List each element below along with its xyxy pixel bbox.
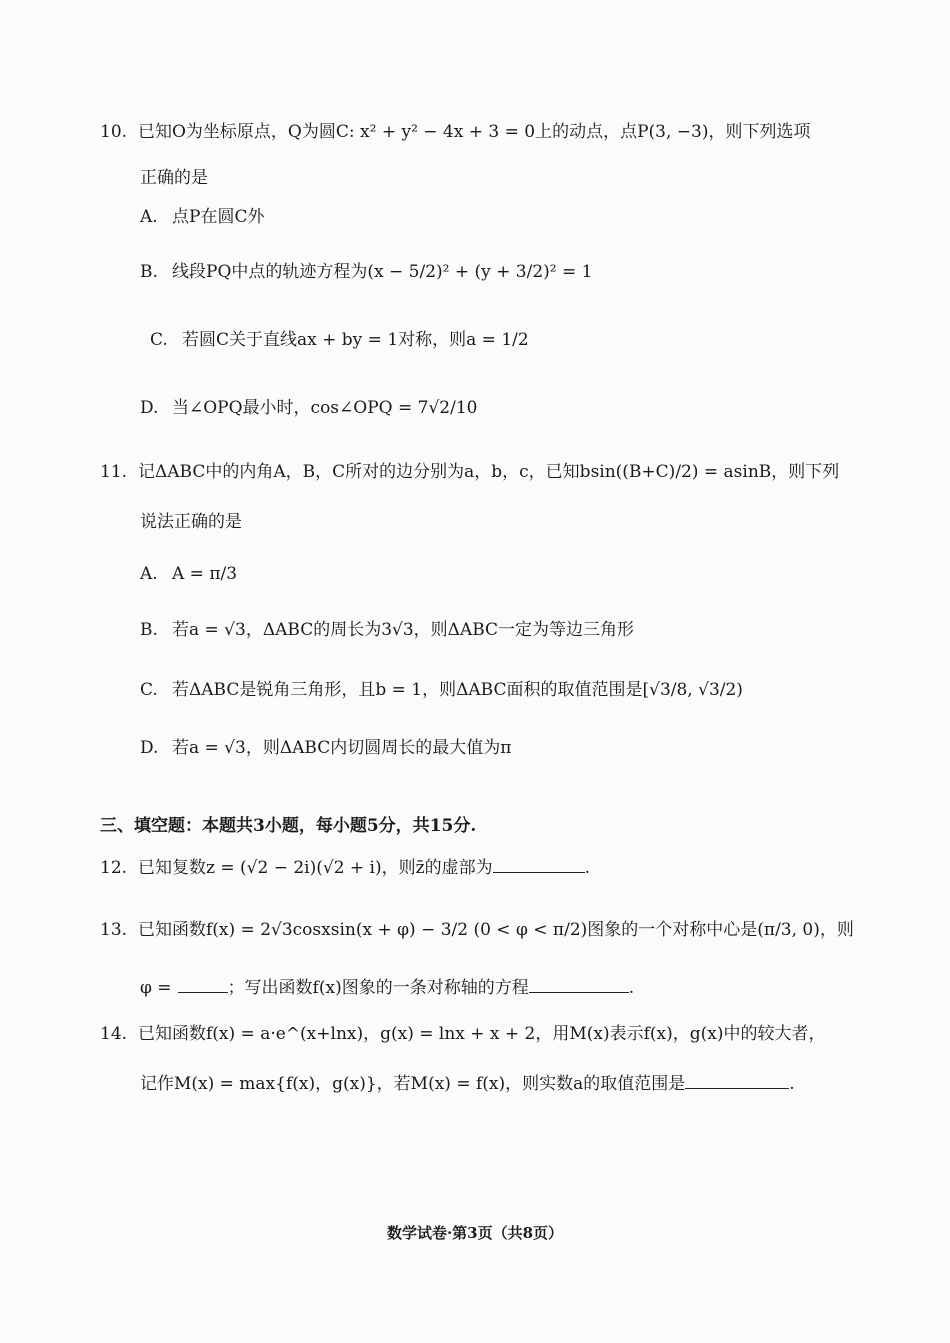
q14-line2 xyxy=(140,1072,795,1096)
section3-title: 三、填空题：本题共3小题，每小题5分，共15分. xyxy=(100,816,477,836)
q13-phi-label: φ = xyxy=(140,978,172,998)
q10-option-c xyxy=(150,328,529,352)
q11-option-d-label: D. xyxy=(140,738,159,758)
q12-line xyxy=(100,856,590,880)
q13-line1 xyxy=(100,918,854,942)
q10-stem-text: 已知O为坐标原点，Q为圆C: x² + y² − 4x + 3 = 0上的动点，点P(3, −3)，则下列选项 xyxy=(138,122,811,142)
q10-option-d-label: D. xyxy=(140,398,159,418)
q10-option-a-label: A. xyxy=(140,207,158,227)
q10-option-b-label: B. xyxy=(140,262,158,282)
q13-phi-blank[interactable] xyxy=(178,976,228,993)
q13-axis-blank[interactable] xyxy=(529,976,629,993)
page-footer: 数学试卷·第3页（共8页） xyxy=(386,1224,564,1242)
q14-line1 xyxy=(100,1022,826,1046)
q10-option-a xyxy=(140,205,264,229)
q11-option-c-text: 若ΔABC是锐角三角形，且b = 1，则ΔABC面积的取值范围是[√3/8, √3/2) xyxy=(172,680,743,700)
q10-option-c-label: C. xyxy=(150,330,168,350)
q13-end: . xyxy=(628,978,635,998)
q11-stem-line2: 说法正确的是 xyxy=(140,512,242,532)
q10-option-b-text: 线段PQ中点的轨迹方程为(x − 5/2)² + (y + 3/2)² = 1 xyxy=(172,262,593,282)
q11-option-a-text: A = π/3 xyxy=(172,564,238,584)
q12-answer-blank[interactable] xyxy=(493,856,585,873)
q13-number: 13. xyxy=(100,920,128,940)
q11-option-b xyxy=(140,618,634,642)
q14-text2: 记作M(x) = max{f(x)，g(x)}，若M(x) = f(x)，则实数a的取值范围是 xyxy=(140,1074,686,1094)
q10-option-b xyxy=(140,260,592,284)
q11-option-b-text: 若a = √3，ΔABC的周长为3√3，则ΔABC一定为等边三角形 xyxy=(172,620,635,640)
q11-stem-text: 记ΔABC中的内角A，B，C所对的边分别为a，b，c，已知bsin((B+C)/2) = asinB，则下列 xyxy=(138,462,840,482)
q11-number: 11. xyxy=(100,462,128,482)
q10-option-c-text: 若圆C关于直线ax + by = 1对称，则a = 1/2 xyxy=(182,330,529,350)
q11-stem-line1 xyxy=(100,460,839,484)
q10-stem-line1 xyxy=(100,120,810,144)
q14-end: . xyxy=(789,1074,795,1094)
q10-stem-line2: 正确的是 xyxy=(140,168,208,188)
q11-option-a-label: A. xyxy=(140,564,158,584)
q10-option-d xyxy=(140,396,477,420)
q10-option-a-text: 点P在圆C外 xyxy=(172,207,265,227)
q11-option-b-label: B. xyxy=(140,620,158,640)
q14-answer-blank[interactable] xyxy=(685,1072,789,1089)
q14-text: 已知函数f(x) = a·e^(x+lnx)，g(x) = lnx + x + 2，用M(x)表示f(x)，g(x)中的较大者， xyxy=(138,1024,826,1044)
q10-number: 10. xyxy=(100,122,128,142)
q11-option-d-text: 若a = √3，则ΔABC内切圆周长的最大值为π xyxy=(172,738,512,758)
q11-option-c-label: C. xyxy=(140,680,158,700)
q14-number: 14. xyxy=(100,1024,128,1044)
q10-option-d-text: 当∠OPQ最小时，cos∠OPQ = 7√2/10 xyxy=(172,398,478,418)
q12-text: 已知复数z = (√2 − 2i)(√2 + i)，则z̄的虚部为 xyxy=(138,858,493,878)
q12-number: 12. xyxy=(100,858,128,878)
q13-line2 xyxy=(140,976,634,1000)
q11-option-d xyxy=(140,736,511,760)
q11-option-a xyxy=(140,562,237,586)
q11-option-c xyxy=(140,678,743,702)
q13-text: 已知函数f(x) = 2√3cosxsin(x + φ) − 3/2 (0 < φ < π/2)图象的一个对称中心是(π/3, 0)，则 xyxy=(138,920,854,940)
q12-end: . xyxy=(584,858,590,878)
q13-axis-text: ；写出函数f(x)图象的一条对称轴的方程 xyxy=(227,978,529,998)
